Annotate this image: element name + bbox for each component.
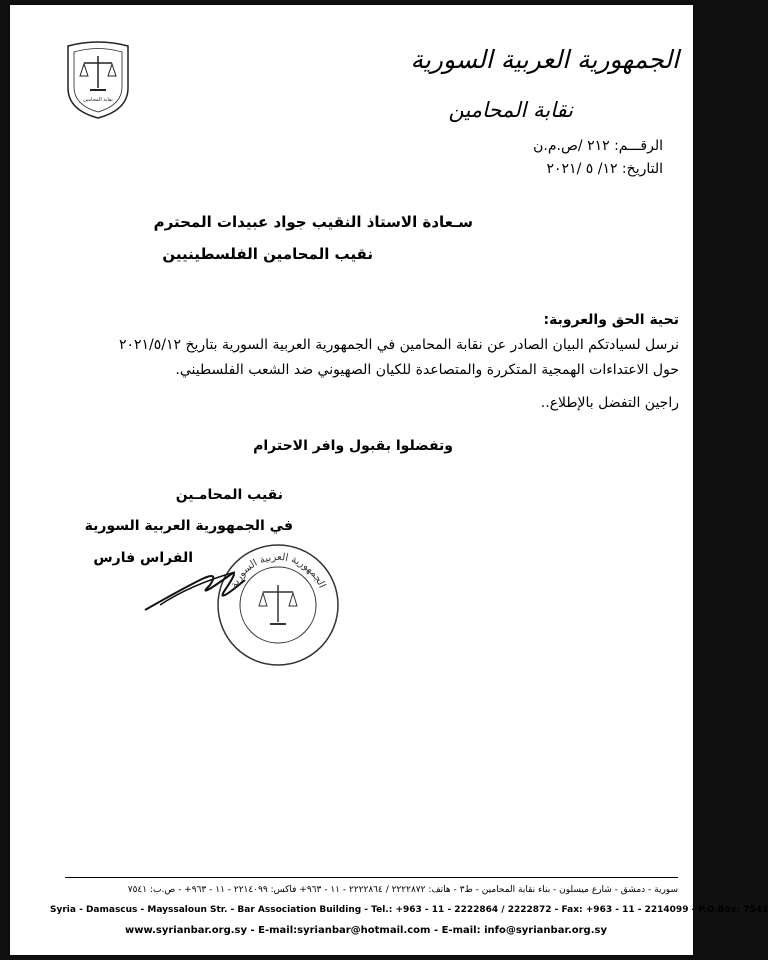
signatory-title: نقيب المحامـين bbox=[175, 487, 283, 503]
handwritten-signature bbox=[140, 560, 250, 615]
header-title: الجمهورية العربية السورية bbox=[410, 45, 679, 74]
footer-web: www.syrianbar.org.sy - E-mail:syrianbar@hotmail.com - E-mail: info@syrianbar.org.sy bbox=[125, 925, 607, 936]
greeting: تحية الحق والعروبة: bbox=[543, 312, 679, 328]
footer-divider bbox=[65, 877, 678, 878]
addressee-line1: سـعادة الاستاذ النقيب جواد عبيدات المحترم bbox=[153, 213, 473, 231]
bar-association-logo bbox=[58, 38, 138, 120]
addressee-line2: نقيب المحامين الفلسطينيين bbox=[162, 245, 373, 263]
signatory-name: الفراس فارس bbox=[93, 550, 193, 566]
footer-arabic: سورية - دمشق - شارع ميسلون - بناء نقابة المحامين - ط٣ - هاتف: ٢٢٢٢٨٧٢ / ٢٢٢٢٨٦٤ - ١١ - ٩٦٣+ فاكس: ٢٢١٤٠٩٩ - ١١ - ٩٦٣+ - ص.ب: ٧٥٤١ bbox=[127, 885, 678, 895]
seal-text: الجمهورية العربية السورية bbox=[228, 551, 328, 590]
closing: وتفضلوا بقبول وافر الاحترام bbox=[253, 438, 453, 454]
body-line3: راجين التفضل بالإطلاع.. bbox=[540, 395, 679, 411]
reference-date: التاريخ: ١٢/ ٥ /٢٠٢١ bbox=[546, 161, 663, 177]
reference-number: الرقـــم: ٢١٢ /ص.م.ن bbox=[533, 138, 663, 154]
body-line1: نرسل لسيادتكم البيان الصادر عن نقابة المحامين في الجمهورية العربية السورية بتاريخ ٢٠٢١/٥/١٢ bbox=[118, 337, 679, 353]
logo-text: نقابة المحامين bbox=[83, 97, 113, 103]
document-page bbox=[10, 5, 768, 955]
header-subtitle: نقابة المحامين bbox=[448, 98, 573, 122]
signatory-subtitle: في الجمهورية العربية السورية bbox=[84, 518, 293, 534]
footer-english: Syria - Damascus - Mayssaloun Str. - Bar Association Building - Tel.: +963 - 11 - 2222864 / 2222872 - Fax: +963 - 11 - 2214099 - P.O.Box: 7541 bbox=[50, 905, 768, 915]
body-line2: حول الاعتداءات الهمجية المتكررة والمتصاعدة للكيان الصهيوني ضد الشعب الفلسطيني. bbox=[175, 362, 679, 378]
